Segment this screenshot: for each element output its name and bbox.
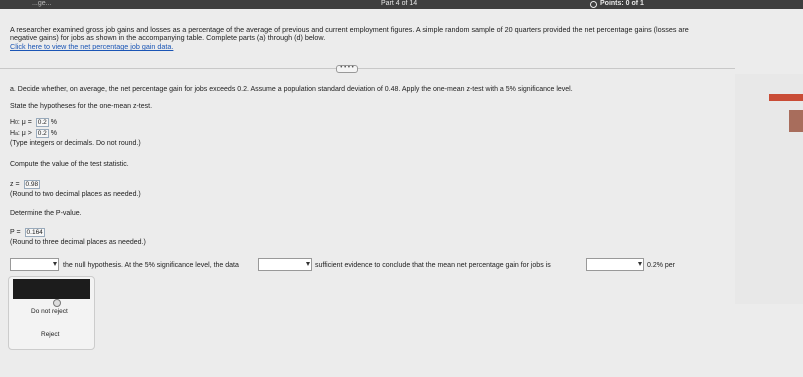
expand-button[interactable]: • • • • xyxy=(336,65,358,73)
ha-value: 0.2 xyxy=(37,130,47,137)
right-sidebar xyxy=(735,74,803,304)
p-label: P = xyxy=(10,229,21,236)
h0-relation: : μ = xyxy=(17,119,32,126)
section-divider xyxy=(0,68,735,69)
sidebar-accent-bar xyxy=(769,94,803,101)
alt-hypothesis-row xyxy=(10,129,57,138)
conclusion-text-3: 0.2% per xyxy=(647,262,676,269)
chevron-down-icon xyxy=(306,262,310,266)
option-reject[interactable]: Reject xyxy=(41,331,60,338)
ha-value-input[interactable] xyxy=(36,129,49,138)
z-row xyxy=(10,180,40,189)
round-two-note: (Round to two decimal places as needed.) xyxy=(10,191,141,198)
mouse-cursor-icon xyxy=(53,299,61,307)
top-bar xyxy=(0,0,803,9)
part-indicator: Part 4 of 14 xyxy=(381,0,418,7)
pvalue-prompt: Determine the P-value. xyxy=(10,210,82,217)
p-value-input[interactable] xyxy=(25,228,45,237)
points-circle-icon xyxy=(590,1,597,8)
h0-value: 0.2 xyxy=(37,119,47,126)
conclusion-text-2: sufficient evidence to conclude that the mean net percentage gain for jobs is xyxy=(315,262,551,269)
type-note: (Type integers or decimals. Do not round.) xyxy=(10,140,141,147)
decision-dropdown-menu xyxy=(8,276,95,350)
h0-value-input[interactable] xyxy=(36,118,49,127)
part-a-question: a. Decide whether, on average, the net percentage gain for jobs exceeds 0.2. Assume a population standard deviation of 0.48. Apply the one-mean z-test with a 5% significance level. xyxy=(10,86,573,93)
highlighted-option[interactable] xyxy=(13,279,90,299)
points-indicator: Points: 0 of 1 xyxy=(600,0,644,7)
ha-subscript: a xyxy=(15,131,18,137)
p-value: 0.164 xyxy=(26,229,43,236)
state-hypotheses-prompt: State the hypotheses for the one-mean z-test. xyxy=(10,103,153,110)
compute-prompt: Compute the value of the test statistic. xyxy=(10,161,129,168)
ha-label: H xyxy=(10,130,16,137)
z-value-input[interactable] xyxy=(24,180,41,189)
view-data-link[interactable]: Click here to view the net percentage job gain data. xyxy=(10,42,174,51)
null-hypothesis-row xyxy=(10,118,57,127)
decision-dropdown[interactable] xyxy=(10,258,59,271)
h0-subscript: 0 xyxy=(15,120,18,126)
top-left-label: ...ge... xyxy=(32,0,52,7)
round-three-note: (Round to three decimal places as needed.) xyxy=(10,239,146,246)
conclusion-text-1: the null hypothesis. At the 5% significance level, the data xyxy=(63,262,239,269)
h0-label: H xyxy=(10,119,16,126)
z-value: 0.98 xyxy=(25,181,39,188)
p-row xyxy=(10,228,45,237)
option-do-not-reject[interactable]: Do not reject xyxy=(31,308,68,315)
ha-relation: : μ > xyxy=(17,130,32,137)
z-label: z = xyxy=(10,181,20,188)
h0-unit: % xyxy=(50,119,57,126)
problem-intro: A researcher examined gross job gains and losses as a percentage of the average of previous and current employment figures. A simple random sample of 20 quarters provided the net percentage gains (losses are negative gains) for jobs as shown in the accompanying table. Complete parts (a) through (d) below. xyxy=(10,25,689,43)
ha-unit: % xyxy=(50,130,57,137)
chevron-down-icon xyxy=(53,262,57,266)
comparison-dropdown[interactable] xyxy=(586,258,644,271)
chevron-down-icon xyxy=(638,262,642,266)
sidebar-accent-block xyxy=(789,110,803,132)
evidence-dropdown[interactable] xyxy=(258,258,312,271)
